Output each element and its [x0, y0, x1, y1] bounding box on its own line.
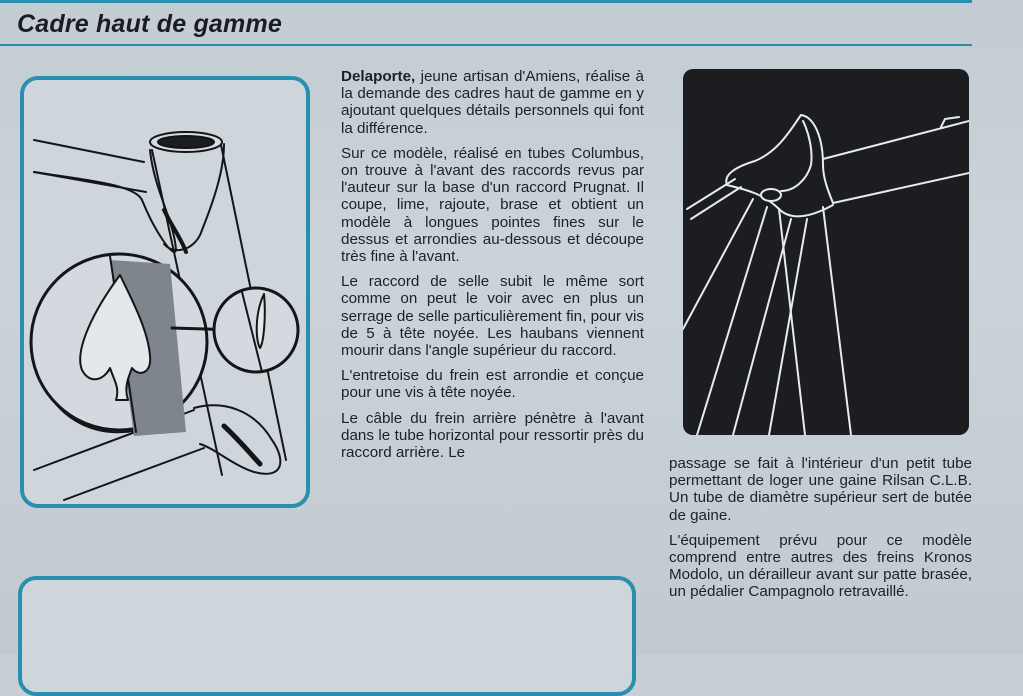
- next-illustration-frame: [18, 576, 636, 696]
- article-column-middle: [341, 68, 644, 469]
- paragraph-cable-routing: passage se fait à l'intérieur d'un petit tube permettant de loger une gaine Rilsan C.L.B. Un tube de diamètre supérieur sert de butée de gaine.: [669, 455, 972, 524]
- seat-lug-photo: [683, 69, 969, 435]
- top-rule: [0, 0, 972, 3]
- lug-illustration-frame: [20, 76, 310, 508]
- paragraph-brake-bridge: L'entretoise du frein est arrondie et conçue pour une vis à tête noyée.: [341, 367, 644, 402]
- paragraph-brake-cable: Le câble du frein arrière pénètre à l'avant dans le tube horizontal pour ressortir près du raccord arrière. Le: [341, 409, 644, 462]
- paragraph-equipment: L'équipement prévu pour ce modèle comprend entre autres des freins Kronos Modolo, un dérailleur avant sur patte brasée, un pédalier Campagnolo retravaillé.: [669, 531, 972, 601]
- title-underline: [0, 44, 972, 46]
- builder-name: Delaporte,: [341, 68, 416, 85]
- seat-lug-drawing: [683, 69, 969, 435]
- paragraph-lugs: Sur ce modèle, réalisé en tubes Columbus, on trouve à l'avant des raccords revus par l'auteur sur la base d'un raccord Prugnat. Il coupe, lime, rajoute, brase et obtient un modèle à longues pointes fines sur le dessus et arrondies au-dessous et découpe très fine à l'avant.: [341, 144, 644, 266]
- article-title: Cadre haut de gamme: [17, 10, 282, 38]
- paragraph-intro-text: jeune artisan d'Amiens, réalise à la demande des cadres haut de gamme en y ajoutant quelques détails personnels qui font la différence.: [341, 68, 644, 137]
- article-column-right: [669, 455, 972, 609]
- paragraph-intro: [341, 68, 644, 137]
- lug-drawing: [24, 80, 306, 504]
- paragraph-seat-lug: Le raccord de selle subit le même sort comme on peut le voir avec en plus un serrage de selle particulièrement fin, pour vis de 5 à tête noyée. Les haubans viennent mourir dans l'angle supérieur du raccord.: [341, 273, 644, 360]
